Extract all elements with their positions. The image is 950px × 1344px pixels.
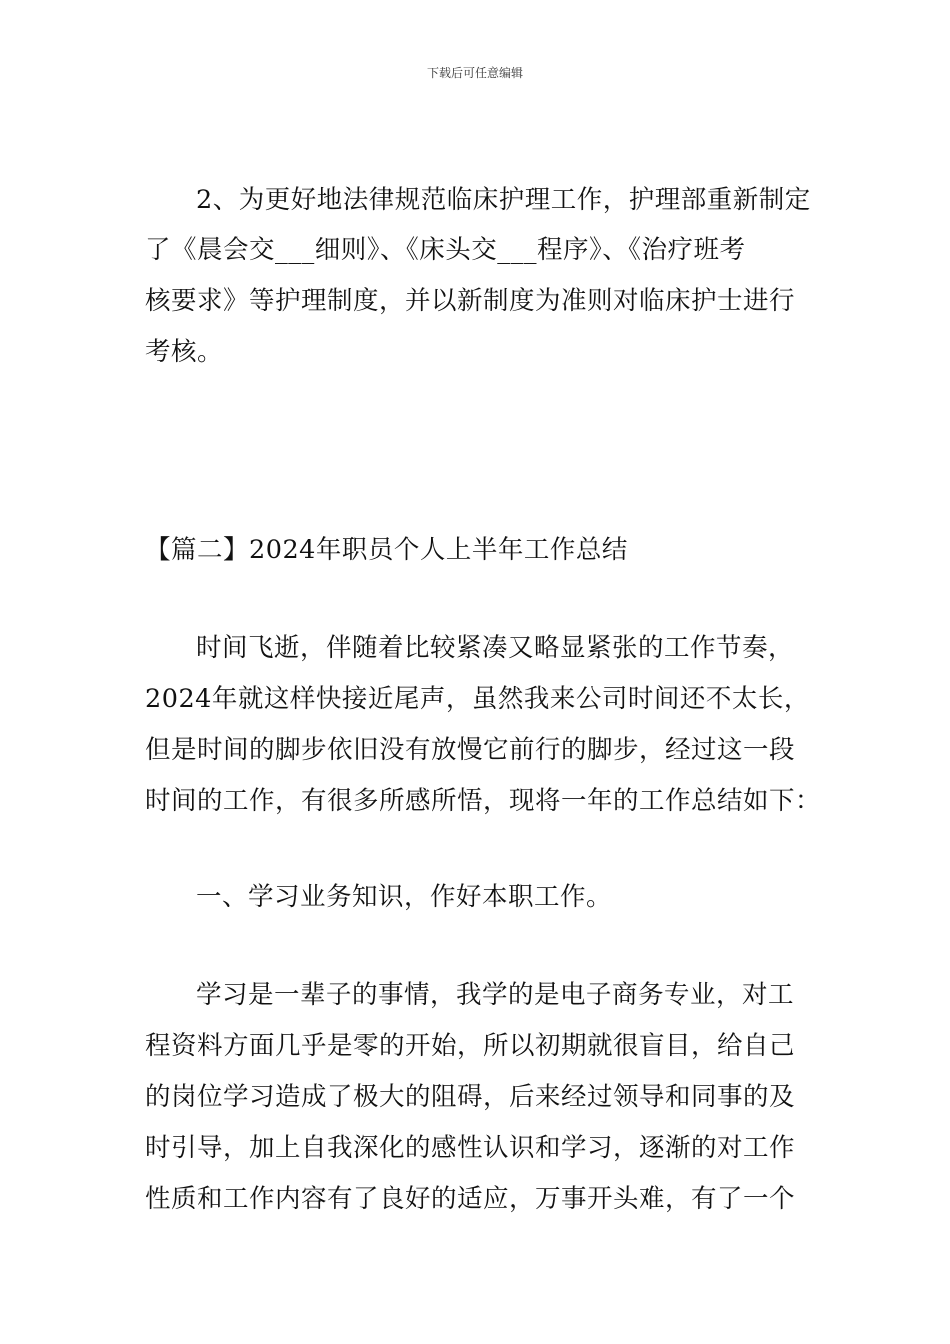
- paragraph-line: 但是时间的脚步依旧没有放慢它前行的脚步，经过这一段: [145, 735, 796, 765]
- section-title: 【篇二】2024年职员个人上半年工作总结: [145, 535, 628, 565]
- paragraph-line: 时引导，加上自我深化的感性认识和学习，逐渐的对工作: [145, 1133, 796, 1163]
- page-header: 下载后可任意编辑: [426, 66, 523, 80]
- paragraph-line: 时间飞逝，伴随着比较紧凑又略显紧张的工作节奏，: [196, 633, 795, 663]
- paragraph-line: 时间的工作，有很多所感所悟，现将一年的工作总结如下：: [145, 786, 822, 816]
- paragraph-line: 2、为更好地法律规范临床护理工作，护理部重新制定: [196, 185, 811, 215]
- paragraph-line: 程资料方面几乎是零的开始，所以初期就很盲目，给自己: [145, 1031, 796, 1061]
- paragraph-line: 核要求》等护理制度，并以新制度为准则对临床护士进行: [145, 286, 796, 316]
- paragraph-line: 考核。: [145, 337, 224, 367]
- paragraph-line: 学习是一辈子的事情，我学的是电子商务专业，对工: [196, 980, 795, 1010]
- subheading: 一、学习业务知识，作好本职工作。: [196, 882, 613, 912]
- paragraph-line: 了《晨会交___细则》、《床头交___程序》、《治疗班考: [145, 235, 746, 265]
- paragraph-line: 的岗位学习造成了极大的阻碍，后来经过领导和同事的及: [145, 1082, 796, 1112]
- paragraph-line: 性质和工作内容有了良好的适应，万事开头难，有了一个: [145, 1184, 796, 1214]
- paragraph-line: 2024年就这样快接近尾声，虽然我来公司时间还不太长，: [145, 684, 810, 714]
